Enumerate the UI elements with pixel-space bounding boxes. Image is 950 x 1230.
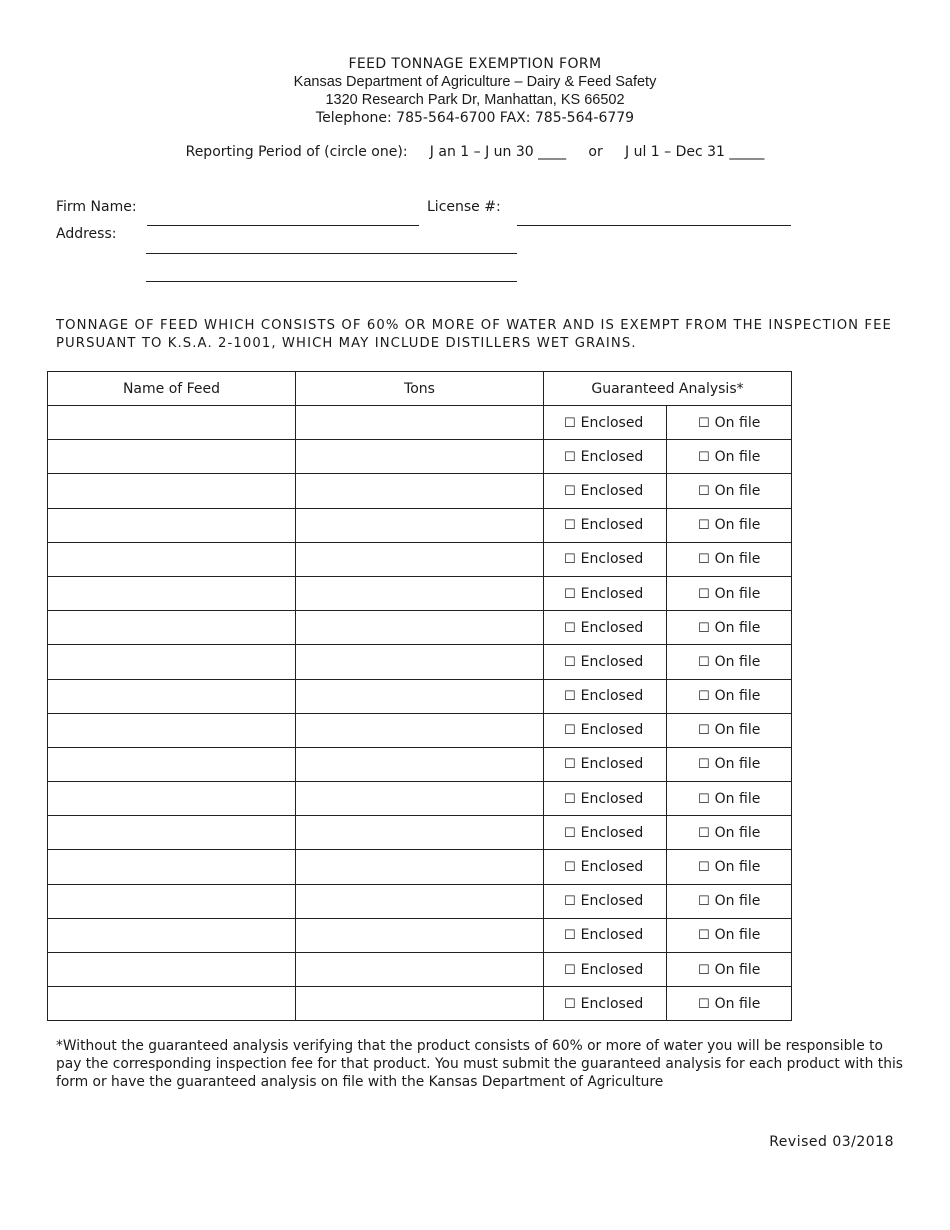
on-file-option[interactable]	[667, 713, 792, 747]
on-file-label: On file	[714, 585, 761, 602]
enclosed-option[interactable]	[544, 713, 667, 747]
checkbox-icon[interactable]: ☐	[564, 860, 576, 876]
on-file-option[interactable]	[667, 576, 792, 610]
tons-cell[interactable]	[296, 987, 544, 1021]
checkbox-icon[interactable]: ☐	[698, 552, 710, 568]
tons-cell[interactable]	[296, 406, 544, 440]
checkbox-icon[interactable]: ☐	[564, 586, 576, 602]
on-file-option[interactable]	[667, 679, 792, 713]
enclosed-label: Enclosed	[580, 517, 644, 534]
feed-name-cell[interactable]	[48, 850, 296, 884]
feed-name-cell[interactable]	[48, 645, 296, 679]
period-option-jan-jun[interactable]: J an 1 – J un 30 ____	[429, 144, 567, 160]
on-file-label: On file	[714, 927, 761, 944]
on-file-label: On file	[714, 448, 761, 465]
enclosed-label: Enclosed	[580, 859, 644, 876]
feed-name-cell[interactable]	[48, 987, 296, 1021]
table-row	[48, 645, 792, 679]
enclosed-option[interactable]	[544, 440, 667, 474]
checkbox-icon[interactable]: ☐	[564, 928, 576, 944]
feed-name-cell[interactable]	[48, 713, 296, 747]
checkbox-icon[interactable]: ☐	[698, 928, 710, 944]
on-file-label: On file	[714, 961, 761, 978]
checkbox-icon[interactable]: ☐	[564, 552, 576, 568]
on-file-option[interactable]	[667, 850, 792, 884]
tons-cell[interactable]	[296, 884, 544, 918]
enclosed-option[interactable]	[544, 884, 667, 918]
on-file-label: On file	[714, 551, 761, 568]
enclosed-option[interactable]	[544, 816, 667, 850]
on-file-label: On file	[714, 756, 761, 773]
on-file-option[interactable]	[667, 474, 792, 508]
checkbox-icon[interactable]: ☐	[564, 894, 576, 910]
table-row	[48, 713, 792, 747]
feed-name-cell[interactable]	[48, 474, 296, 508]
on-file-option[interactable]	[667, 508, 792, 542]
feed-name-cell[interactable]	[48, 440, 296, 474]
tons-cell[interactable]	[296, 508, 544, 542]
on-file-option[interactable]	[667, 611, 792, 645]
enclosed-label: Enclosed	[580, 722, 644, 739]
form-title: FEED TONNAGE EXEMPTION FORM	[348, 56, 602, 72]
tons-cell[interactable]	[296, 542, 544, 576]
enclosed-label: Enclosed	[580, 893, 644, 910]
checkbox-icon[interactable]: ☐	[564, 825, 576, 841]
on-file-option[interactable]	[667, 782, 792, 816]
department-name: Kansas Department of Agriculture – Dairy & Feed Safety	[293, 74, 657, 90]
feed-table	[47, 371, 792, 1021]
enclosed-option[interactable]	[544, 850, 667, 884]
on-file-label: On file	[714, 995, 761, 1012]
table-row	[48, 747, 792, 781]
table-row	[48, 782, 792, 816]
enclosed-label: Enclosed	[580, 585, 644, 602]
on-file-option[interactable]	[667, 440, 792, 474]
feed-name-cell[interactable]	[48, 576, 296, 610]
tons-cell[interactable]	[296, 747, 544, 781]
enclosed-label: Enclosed	[580, 448, 644, 465]
address-field-line-1[interactable]	[146, 253, 517, 254]
enclosed-option[interactable]	[544, 679, 667, 713]
table-row	[48, 816, 792, 850]
enclosed-option[interactable]	[544, 576, 667, 610]
table-row	[48, 611, 792, 645]
column-header-tons: Tons	[296, 372, 544, 406]
on-file-label: On file	[714, 414, 761, 431]
enclosed-option[interactable]	[544, 508, 667, 542]
tons-cell[interactable]	[296, 850, 544, 884]
on-file-label: On file	[714, 619, 761, 636]
on-file-option[interactable]	[667, 747, 792, 781]
checkbox-icon[interactable]: ☐	[564, 689, 576, 705]
on-file-label: On file	[714, 653, 761, 670]
enclosed-label: Enclosed	[580, 551, 644, 568]
table-row	[48, 542, 792, 576]
checkbox-icon[interactable]: ☐	[698, 757, 710, 773]
revised-date: Revised 03/2018	[769, 1134, 894, 1150]
enclosed-option[interactable]	[544, 611, 667, 645]
feed-name-cell[interactable]	[48, 611, 296, 645]
checkbox-icon[interactable]: ☐	[698, 415, 710, 431]
enclosed-label: Enclosed	[580, 653, 644, 670]
checkbox-icon[interactable]: ☐	[564, 996, 576, 1012]
checkbox-icon[interactable]: ☐	[698, 825, 710, 841]
table-row	[48, 474, 792, 508]
enclosed-option[interactable]	[544, 406, 667, 440]
on-file-option[interactable]	[667, 918, 792, 952]
feed-name-cell[interactable]	[48, 884, 296, 918]
enclosed-option[interactable]	[544, 918, 667, 952]
on-file-label: On file	[714, 893, 761, 910]
license-field[interactable]	[517, 225, 791, 226]
on-file-label: On file	[714, 482, 761, 499]
checkbox-icon[interactable]: ☐	[698, 962, 710, 978]
checkbox-icon[interactable]: ☐	[698, 620, 710, 636]
on-file-label: On file	[714, 824, 761, 841]
address-field-line-2[interactable]	[146, 281, 517, 282]
on-file-label: On file	[714, 688, 761, 705]
checkbox-icon[interactable]: ☐	[698, 586, 710, 602]
checkbox-icon[interactable]: ☐	[564, 757, 576, 773]
feed-name-cell[interactable]	[48, 679, 296, 713]
checkbox-icon[interactable]: ☐	[564, 483, 576, 499]
exemption-description: TONNAGE OF FEED WHICH CONSISTS OF 60% OR MORE OF WATER AND IS EXEMPT FROM THE INSPECTION FEE PURSUANT TO K.S.A. 2-1001, WHICH MAY INCLUDE DISTILLERS WET GRAINS.	[56, 318, 892, 351]
table-row	[48, 953, 792, 987]
table-row	[48, 406, 792, 440]
department-phone: Telephone: 785-564-6700 FAX: 785-564-6779	[315, 110, 635, 126]
address-label: Address:	[56, 226, 117, 242]
on-file-option[interactable]	[667, 884, 792, 918]
checkbox-icon[interactable]: ☐	[698, 449, 710, 465]
footnote: *Without the guaranteed analysis verifying that the product consists of 60% or more of water you will be responsible to pay the corresponding inspection fee for that product. You must submit the guaranteed analysis for each product with this form or have the guaranteed analysis on file with the Kansas Department of Agriculture	[56, 1038, 903, 1090]
table-row	[48, 679, 792, 713]
enclosed-option[interactable]	[544, 747, 667, 781]
tons-cell[interactable]	[296, 576, 544, 610]
checkbox-icon[interactable]: ☐	[698, 723, 710, 739]
enclosed-option[interactable]	[544, 542, 667, 576]
tons-cell[interactable]	[296, 816, 544, 850]
tons-cell[interactable]	[296, 440, 544, 474]
tons-cell[interactable]	[296, 679, 544, 713]
enclosed-option[interactable]	[544, 953, 667, 987]
feed-name-cell[interactable]	[48, 918, 296, 952]
feed-name-cell[interactable]	[48, 747, 296, 781]
feed-name-cell[interactable]	[48, 406, 296, 440]
license-label: License #:	[427, 199, 501, 215]
enclosed-option[interactable]	[544, 645, 667, 679]
enclosed-label: Enclosed	[580, 790, 644, 807]
checkbox-icon[interactable]: ☐	[564, 723, 576, 739]
on-file-option[interactable]	[667, 645, 792, 679]
checkbox-icon[interactable]: ☐	[564, 518, 576, 534]
enclosed-label: Enclosed	[580, 756, 644, 773]
tons-cell[interactable]	[296, 782, 544, 816]
reporting-period-label: Reporting Period of (circle one):	[185, 144, 408, 160]
on-file-option[interactable]	[667, 542, 792, 576]
on-file-option[interactable]	[667, 953, 792, 987]
checkbox-icon[interactable]: ☐	[698, 483, 710, 499]
checkbox-icon[interactable]: ☐	[564, 791, 576, 807]
table-row	[48, 987, 792, 1021]
feed-name-cell[interactable]	[48, 542, 296, 576]
table-row	[48, 850, 792, 884]
period-or-text: or	[588, 144, 603, 160]
table-row	[48, 508, 792, 542]
checkbox-icon[interactable]: ☐	[564, 415, 576, 431]
table-row	[48, 884, 792, 918]
enclosed-label: Enclosed	[580, 995, 644, 1012]
checkbox-icon[interactable]: ☐	[564, 654, 576, 670]
tons-cell[interactable]	[296, 918, 544, 952]
firm-name-label: Firm Name:	[56, 199, 137, 215]
on-file-label: On file	[714, 517, 761, 534]
feed-name-cell[interactable]	[48, 508, 296, 542]
tons-cell[interactable]	[296, 474, 544, 508]
checkbox-icon[interactable]: ☐	[698, 518, 710, 534]
on-file-label: On file	[714, 722, 761, 739]
on-file-label: On file	[714, 859, 761, 876]
tons-cell[interactable]	[296, 713, 544, 747]
enclosed-label: Enclosed	[580, 824, 644, 841]
enclosed-option[interactable]	[544, 474, 667, 508]
feed-name-cell[interactable]	[48, 816, 296, 850]
checkbox-icon[interactable]: ☐	[698, 996, 710, 1012]
enclosed-label: Enclosed	[580, 414, 644, 431]
on-file-option[interactable]	[667, 987, 792, 1021]
checkbox-icon[interactable]: ☐	[564, 449, 576, 465]
enclosed-label: Enclosed	[580, 961, 644, 978]
checkbox-icon[interactable]: ☐	[698, 689, 710, 705]
department-address: 1320 Research Park Dr, Manhattan, KS 66502	[325, 92, 625, 108]
enclosed-label: Enclosed	[580, 927, 644, 944]
firm-name-field[interactable]	[147, 225, 419, 226]
reporting-period	[0, 144, 950, 160]
checkbox-icon[interactable]: ☐	[698, 860, 710, 876]
period-option-jul-dec[interactable]: J ul 1 – Dec 31 _____	[625, 144, 765, 160]
enclosed-label: Enclosed	[580, 482, 644, 499]
column-header-guaranteed-analysis: Guaranteed Analysis*	[544, 372, 792, 406]
on-file-option[interactable]	[667, 406, 792, 440]
enclosed-option[interactable]	[544, 987, 667, 1021]
feed-name-cell[interactable]	[48, 782, 296, 816]
checkbox-icon[interactable]: ☐	[698, 654, 710, 670]
feed-name-cell[interactable]	[48, 953, 296, 987]
checkbox-icon[interactable]: ☐	[698, 894, 710, 910]
table-row	[48, 440, 792, 474]
table-row	[48, 576, 792, 610]
checkbox-icon[interactable]: ☐	[564, 962, 576, 978]
enclosed-option[interactable]	[544, 782, 667, 816]
enclosed-label: Enclosed	[580, 688, 644, 705]
on-file-label: On file	[714, 790, 761, 807]
tons-cell[interactable]	[296, 611, 544, 645]
checkbox-icon[interactable]: ☐	[698, 791, 710, 807]
checkbox-icon[interactable]: ☐	[564, 620, 576, 636]
column-header-name-of-feed: Name of Feed	[48, 372, 296, 406]
table-row	[48, 918, 792, 952]
enclosed-label: Enclosed	[580, 619, 644, 636]
tons-cell[interactable]	[296, 953, 544, 987]
on-file-option[interactable]	[667, 816, 792, 850]
tons-cell[interactable]	[296, 645, 544, 679]
